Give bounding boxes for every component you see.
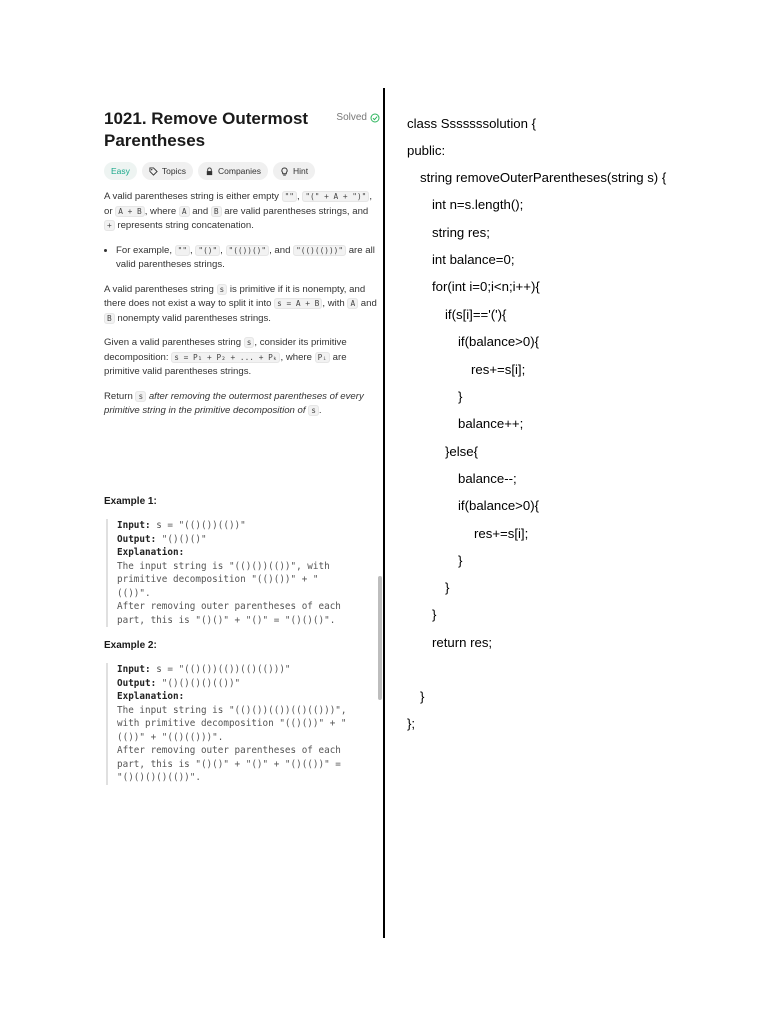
tag-icon [149, 167, 158, 176]
description-paragraph: Given a valid parentheses string s , consider its primitive decomposition: s = P₁ + P₂ + ... + Pₖ , where Pᵢ are primitive valid parentheses strings. [104, 337, 347, 377]
hint-tag[interactable] [273, 162, 315, 180]
problem-panel [104, 104, 380, 419]
solved-label: Solved [336, 112, 367, 123]
code-line: for(int i=0;i<n;i++){ [432, 279, 540, 294]
code-line: return res; [432, 635, 493, 650]
hint-label: Hint [293, 166, 309, 176]
topics-tag[interactable] [142, 162, 193, 180]
topics-label: Topics [161, 166, 186, 176]
check-circle-icon [370, 113, 380, 123]
example-2-block [106, 663, 387, 785]
example-1-heading: Example 1: [104, 496, 157, 507]
lightbulb-icon [280, 167, 289, 176]
example-explanation-label: Explanation: [117, 691, 185, 702]
code-line: } [420, 689, 425, 704]
list-item: • For example, "" , "()" , "(())()" , and "(()(()))" are all valid parentheses strings. [116, 244, 380, 273]
example-2-heading: Example 2: [104, 640, 157, 651]
code-line: public: [407, 143, 446, 158]
example-explanation: The input string is "(()())(())(()(()))", with primitive decomposition "(()())" + " (())" + "(()(()))". After removing outer parentheses of each part, this is "()()" + "()" + "()(())" = "()()()()(())". [117, 704, 347, 783]
code-line: }; [407, 716, 416, 731]
code-line: } [445, 580, 450, 595]
companies-label: Companies [218, 166, 261, 176]
example-output: Output: "()()()()(())" [117, 677, 241, 689]
vertical-divider [383, 88, 385, 938]
title-row [104, 104, 380, 152]
example-input: Input: s = "(()())(())" [117, 520, 246, 531]
example-input: Input: s = "(()())(())(()(()))" [117, 664, 291, 675]
problem-title: 1021. Remove Outermost Parentheses [104, 109, 309, 150]
code-line: string res; [432, 225, 490, 240]
code-line: if(balance>0){ [458, 334, 540, 349]
companies-tag[interactable] [198, 162, 268, 180]
code-line: } [458, 553, 463, 568]
difficulty-badge[interactable]: Easy [104, 162, 137, 180]
code-line: res+=s[i]; [471, 362, 526, 377]
code-line: string removeOuterParentheses(string s) { [420, 170, 667, 185]
code-line: } [432, 607, 437, 622]
example-1-block [106, 519, 387, 627]
code-line: int balance=0; [432, 252, 515, 267]
description-paragraph: A valid parentheses string is either empty "" , "(" + A + ")" , or A + B , where A and B are valid parentheses strings, and + represents string concatenation. [104, 191, 373, 231]
example-explanation-label: Explanation: [117, 547, 185, 558]
code-line: if(balance>0){ [458, 498, 540, 513]
code-line: int n=s.length(); [432, 197, 524, 212]
lock-icon [205, 167, 214, 176]
code-line: balance--; [458, 471, 517, 486]
code-line: } [458, 389, 463, 404]
solved-status [336, 112, 380, 123]
tag-row [104, 162, 380, 180]
code-line: balance++; [458, 416, 524, 431]
description-paragraph: A valid parentheses string s is primitive if it is nonempty, and there does not exist a way to split it into s = A + B , with A and B nonempty valid parentheses strings. [104, 283, 377, 324]
code-line: class Sssssssolution { [407, 116, 536, 131]
example-explanation: The input string is "(()())(())", with primitive decomposition "(()())" + " (())". After removing outer parentheses of each part, this is "()()" + "()" = "()()()". [117, 560, 341, 626]
example-list [104, 244, 380, 273]
code-line: }else{ [445, 444, 479, 459]
code-line: if(s[i]=='('){ [445, 307, 507, 322]
description-paragraph: Return s after removing the outermost parentheses of every primitive string in the primitive decomposition of s . [104, 390, 364, 416]
code-line: res+=s[i]; [474, 526, 529, 541]
example-output: Output: "()()()" [117, 533, 207, 545]
